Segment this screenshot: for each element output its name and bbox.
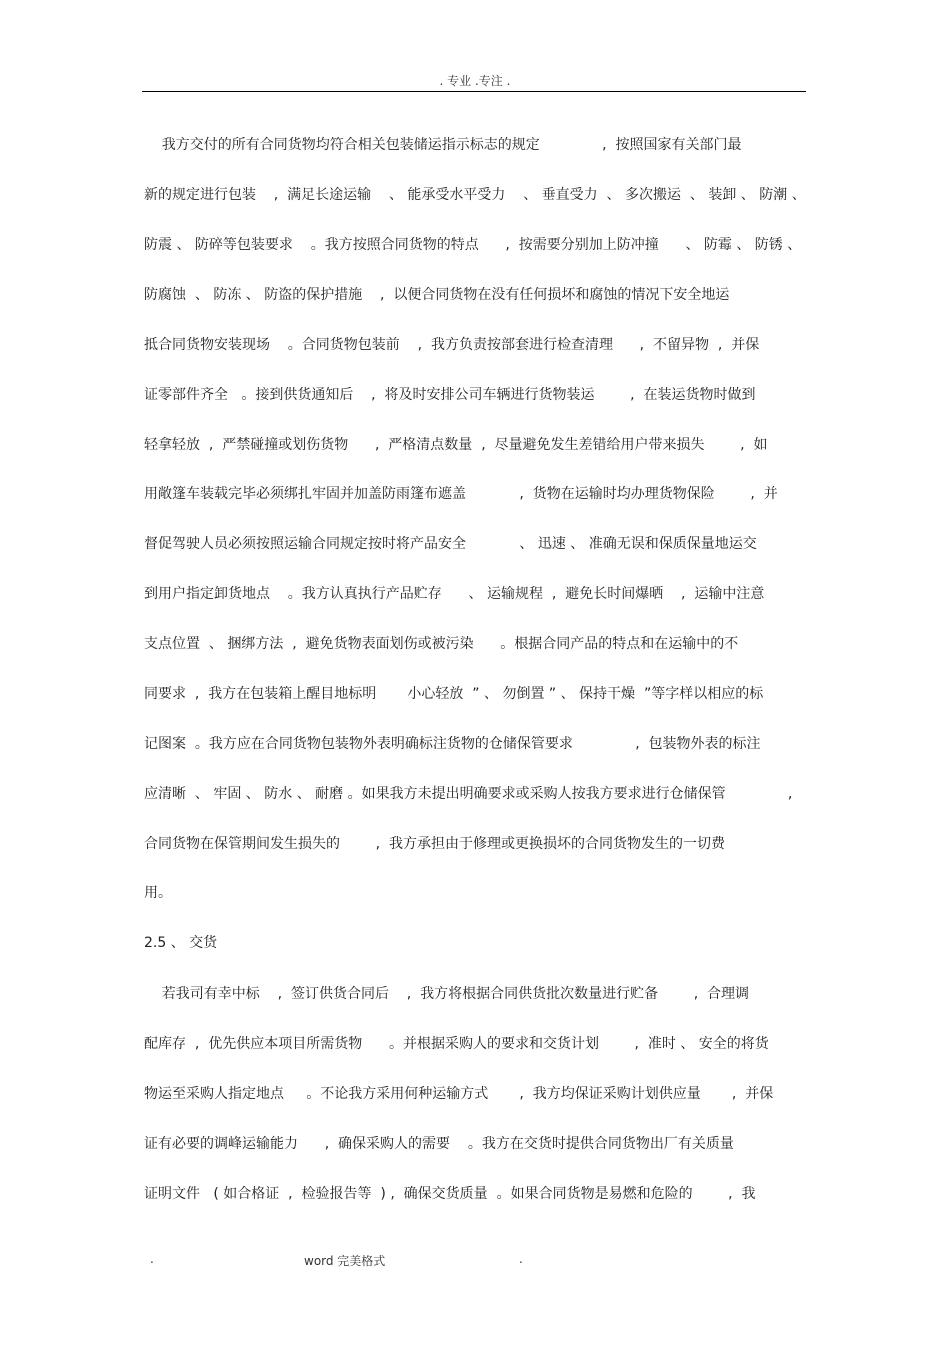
- footer-center: word 完美格式: [304, 1254, 386, 1268]
- body-line: 支点位置 、 捆绑方法 , 避免货物表面划伤或被污染 。根据合同产品的特点和在运输中的不: [144, 636, 739, 652]
- body-line: 防腐蚀 、 防冻 、 防盗的保护措施 , 以便合同货物在没有任何损坏和腐蚀的情况下安全地运: [144, 287, 730, 303]
- body-line: 我方交付的所有合同货物均符合相关包装储运指示标志的规定 , 按照国家有关部门最: [144, 137, 742, 153]
- footer-right: .: [519, 1252, 523, 1266]
- body-line: 证有必要的调峰运输能力 , 确保采购人的需要 。我方在交货时提供合同货物出厂有关质量: [144, 1136, 734, 1152]
- body-line: 轻拿轻放 , 严禁碰撞或划伤货物 , 严格清点数量 , 尽量避免发生差错给用户带来损失 , 如: [144, 437, 768, 453]
- body-line: 合同货物在保管期间发生损失的 , 我方承担由于修理或更换损坏的合同货物发生的一切费: [144, 836, 725, 852]
- body-line: 证明文件 ( 如合格证 , 检验报告等 ) , 确保交货质量 。如果合同货物是易燃和危险的 , 我: [144, 1186, 756, 1202]
- body-line: 证零部件齐全 。接到供货通知后 , 将及时安排公司车辆进行货物装运 , 在装运货物时做到: [144, 387, 756, 403]
- body-line: 督促驾驶人员必须按照运输合同规定按时将产品安全 、 迅速 、 准确无误和保质保量地运交: [144, 536, 757, 552]
- body-line: 物运至采购人指定地点 。不论我方采用何种运输方式 , 我方均保证采购计划供应量 , 并保: [144, 1086, 774, 1102]
- header-rule: [142, 91, 806, 92]
- body-line: 到用户指定卸货地点 。我方认真执行产品贮存 、 运输规程 , 避免长时间爆晒 , 运输中注意: [144, 586, 765, 602]
- body-line: 防震 、 防碎等包装要求 。我方按照合同货物的特点 , 按需要分别加上防冲撞 、 防霉 、 防锈 、: [144, 237, 802, 253]
- body-line: 记图案 。我方应在合同货物包装物外表明确标注货物的仓储保管要求 , 包装物外表的标注: [144, 736, 761, 752]
- body-line: 应清晰 、 牢固 、 防水 、 耐磨 。如果我方未提出明确要求或采购人按我方要求进行仓储保管 ,: [144, 786, 793, 802]
- body-line: 若我司有幸中标 , 签订供货合同后 , 我方将根据合同供货批次数量进行贮备 , 合理调: [144, 986, 750, 1002]
- page-header: . 专业 .专注 .: [439, 74, 511, 88]
- section-heading: 2.5 、 交货: [144, 935, 218, 951]
- body-line: 配库存 , 优先供应本项目所需货物 。并根据采购人的要求和交货计划 , 准时 、 安全的将货: [144, 1036, 769, 1052]
- body-line: 用敞篷车装载完毕必须绑扎牢固并加盖防雨篷布遮盖 , 货物在运输时均办理货物保险 , 并: [144, 486, 778, 502]
- body-line: 抵合同货物安装现场 。合同货物包装前 , 我方负责按部套进行检查清理 , 不留异物 , 并保: [144, 337, 760, 353]
- body-line: 新的规定进行包装 , 满足长途运输 、 能承受水平受力 、 垂直受力 、 多次搬运 、 装卸 、 防潮 、: [144, 187, 806, 203]
- body-line: 同要求 , 我方在包装箱上醒目地标明 小心轻放 ” 、 勿倒置 ” 、 保持干燥 ”等字样以相应的标: [144, 686, 764, 702]
- body-line: 用。: [144, 885, 172, 901]
- footer-left: .: [150, 1252, 154, 1266]
